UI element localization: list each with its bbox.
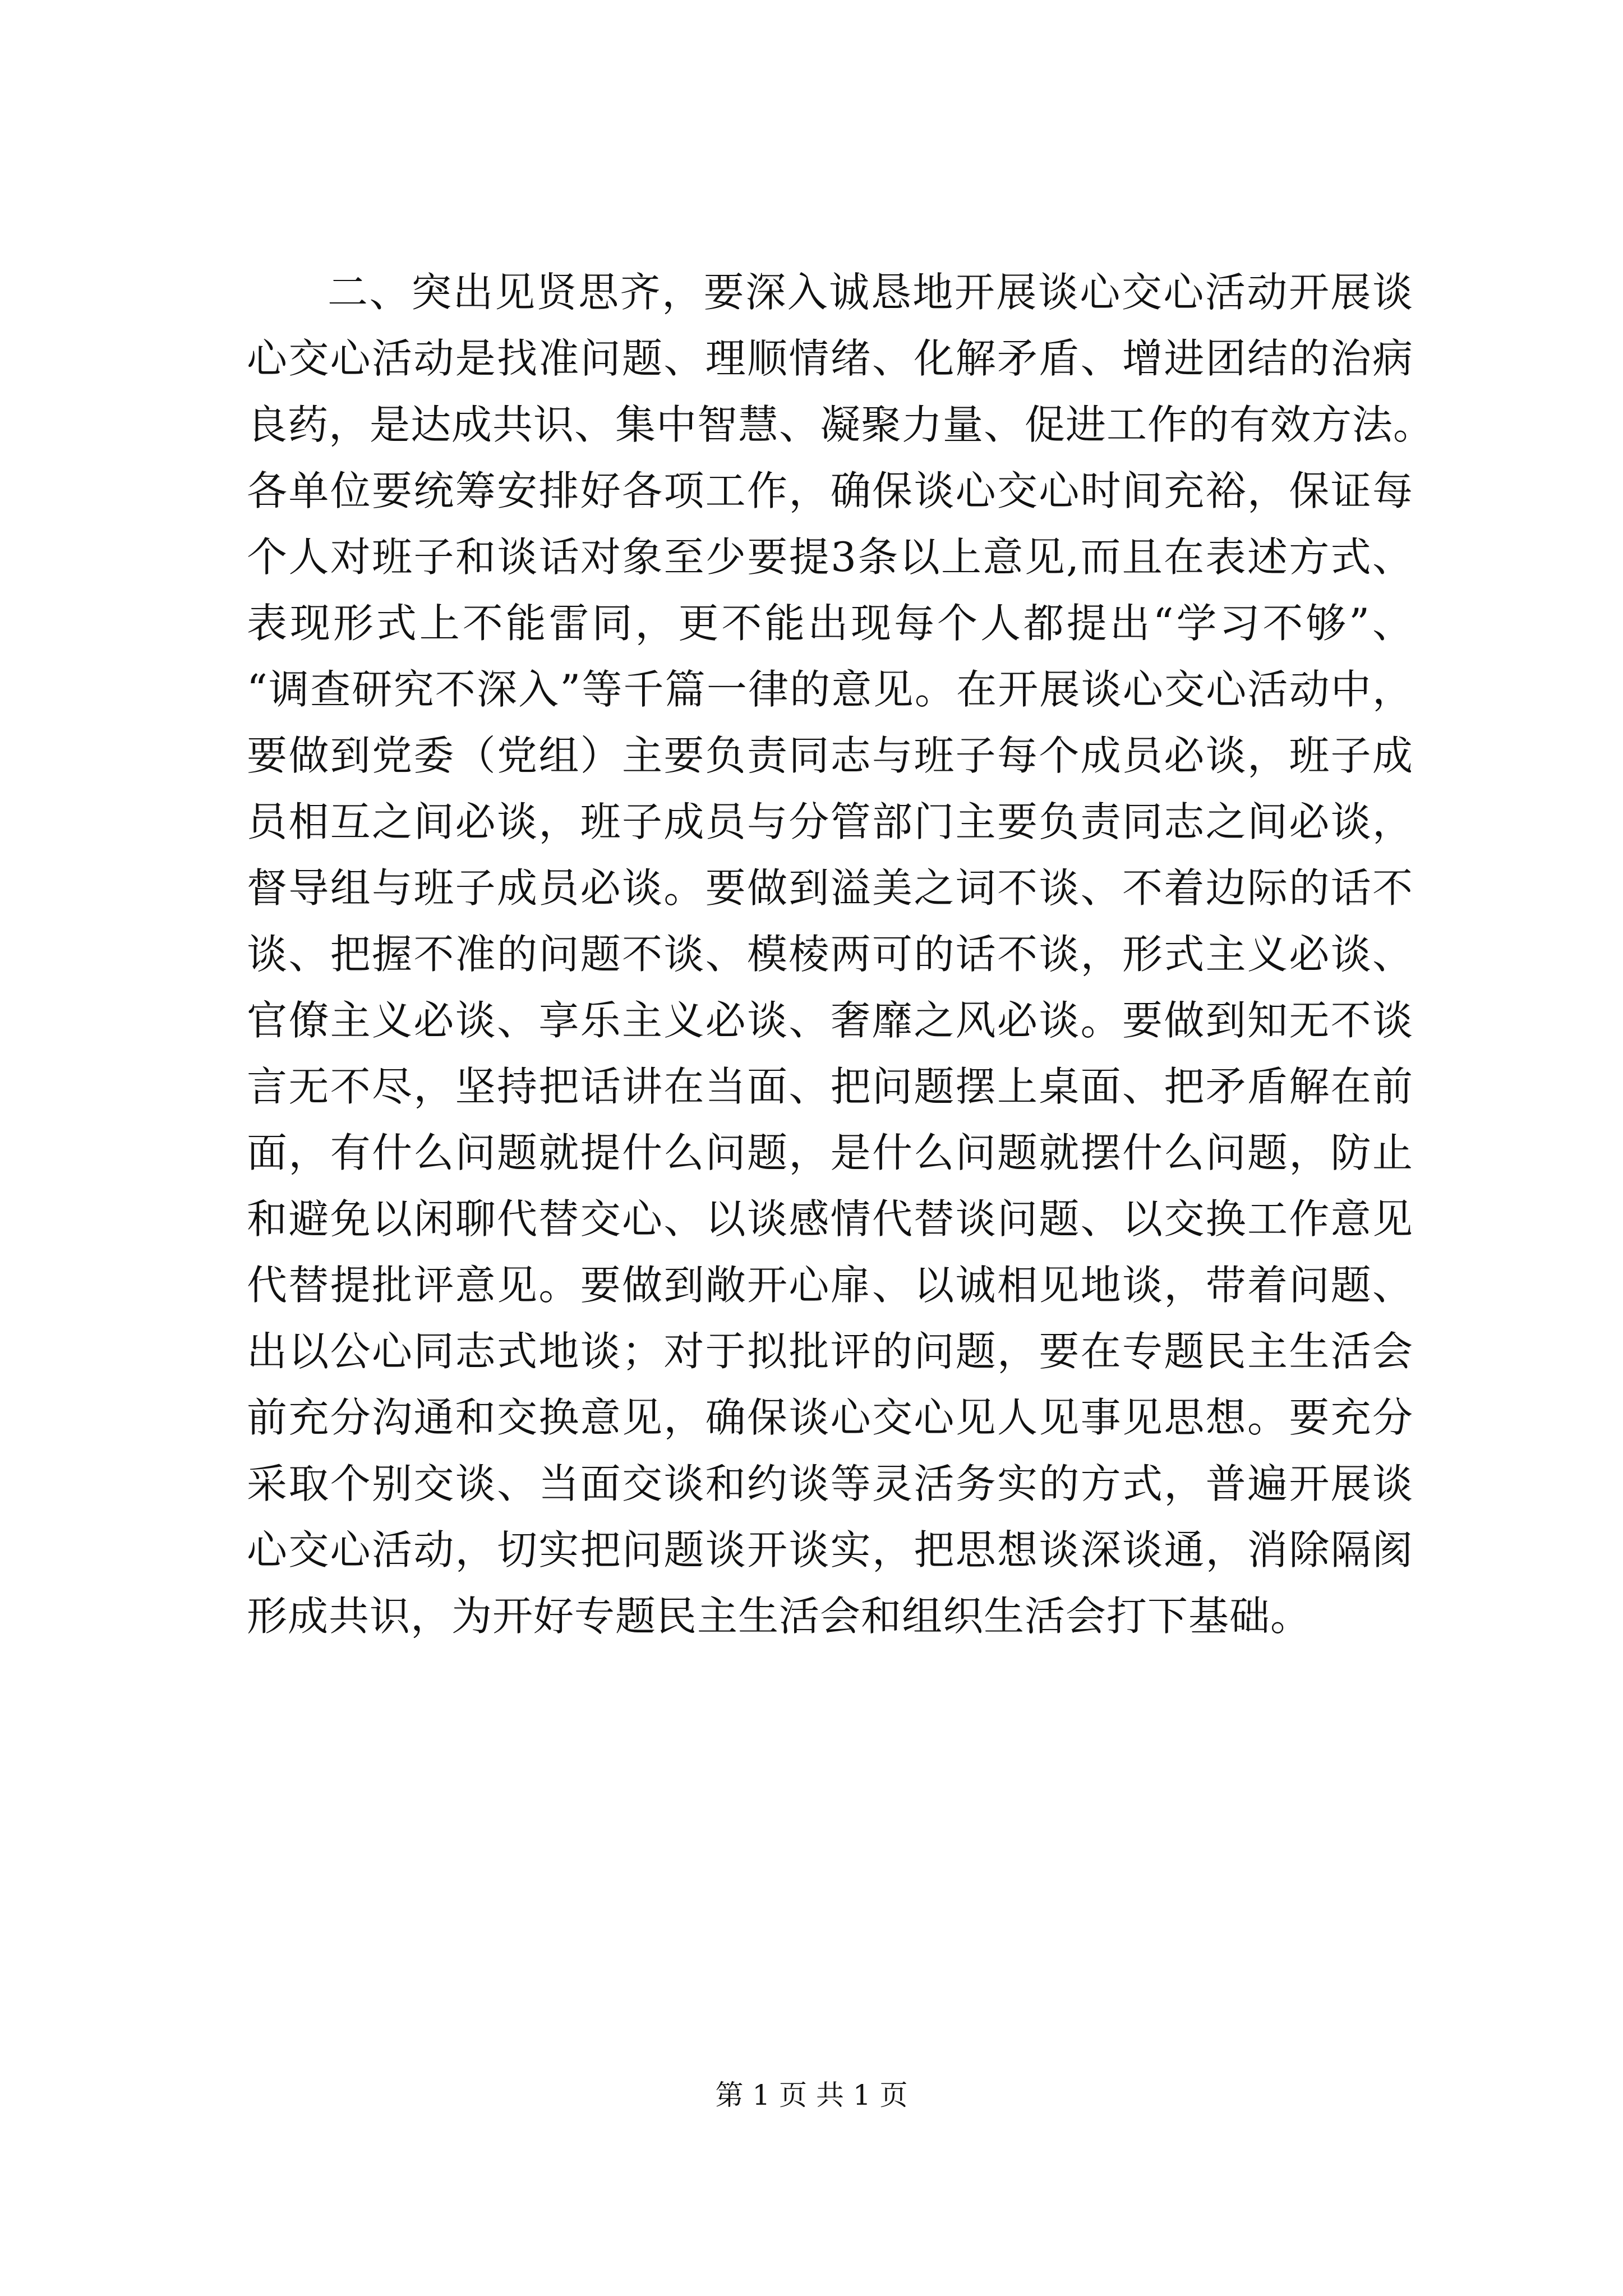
paragraph-line: 前充分沟通和交换意见，确保谈心交心见人见事见思想。要充分 — [247, 1394, 1413, 1441]
paragraph-line: 表现形式上不能雷同，更不能出现每个人都提出“学习不够”、 — [247, 600, 1413, 647]
paragraph-line: 心交心活动是找准问题、理顺情绪、化解矛盾、增进团结的治病 — [247, 335, 1413, 382]
paragraph-line: 面，有什么问题就提什么问题，是什么问题就摆什么问题，防止 — [247, 1129, 1413, 1176]
page-number-label: 第 1 页 共 1 页 — [715, 2079, 908, 2111]
paragraph-line: 要做到党委（党组）主要负责同志与班子每个成员必谈，班子成 — [247, 732, 1413, 779]
page-footer — [0, 2076, 1623, 2115]
paragraph-line: 官僚主义必谈、享乐主义必谈、奢靡之风必谈。要做到知无不谈 — [247, 997, 1413, 1044]
paragraph-line: 采取个别交谈、当面交谈和约谈等灵活务实的方式，普遍开展谈 — [247, 1460, 1413, 1507]
paragraph-line: 员相互之间必谈，班子成员与分管部门主要负责同志之间必谈， — [247, 798, 1413, 845]
paragraph-line: 和避免以闲聊代替交心、以谈感情代替谈问题、以交换工作意见 — [247, 1195, 1413, 1243]
body-paragraph — [247, 259, 1435, 1649]
paragraph-line: 督导组与班子成员必谈。要做到溢美之词不谈、不着边际的话不 — [247, 864, 1413, 912]
paragraph-line: “调查研究不深入”等千篇一律的意见。在开展谈心交心活动中， — [247, 666, 1413, 713]
paragraph-line: 心交心活动，切实把问题谈开谈实，把思想谈深谈通，消除隔阂 — [247, 1526, 1413, 1573]
paragraph-line: 二、突出见贤思齐，要深入诚恳地开展谈心交心活动开展谈 — [328, 269, 1413, 316]
paragraph-line: 个人对班子和谈话对象至少要提3条以上意见,而且在表述方式、 — [247, 533, 1413, 581]
paragraph-line: 言无不尽，坚持把话讲在当面、把问题摆上桌面、把矛盾解在前 — [247, 1063, 1413, 1110]
paragraph-line: 各单位要统筹安排好各项工作，确保谈心交心时间充裕，保证每 — [247, 467, 1413, 514]
paragraph-line: 出以公心同志式地谈；对于拟批评的问题，要在专题民主生活会 — [247, 1328, 1413, 1375]
paragraph-line: 良药，是达成共识、集中智慧、凝聚力量、促进工作的有效方法。 — [247, 401, 1435, 448]
paragraph-line: 形成共识，为开好专题民主生活会和组织生活会打下基础。 — [247, 1593, 1312, 1640]
paragraph-line: 谈、把握不准的问题不谈、模棱两可的话不谈，形式主义必谈、 — [247, 931, 1413, 978]
paragraph-line: 代替提批评意见。要做到敞开心扉、以诚相见地谈，带着问题、 — [247, 1262, 1413, 1309]
